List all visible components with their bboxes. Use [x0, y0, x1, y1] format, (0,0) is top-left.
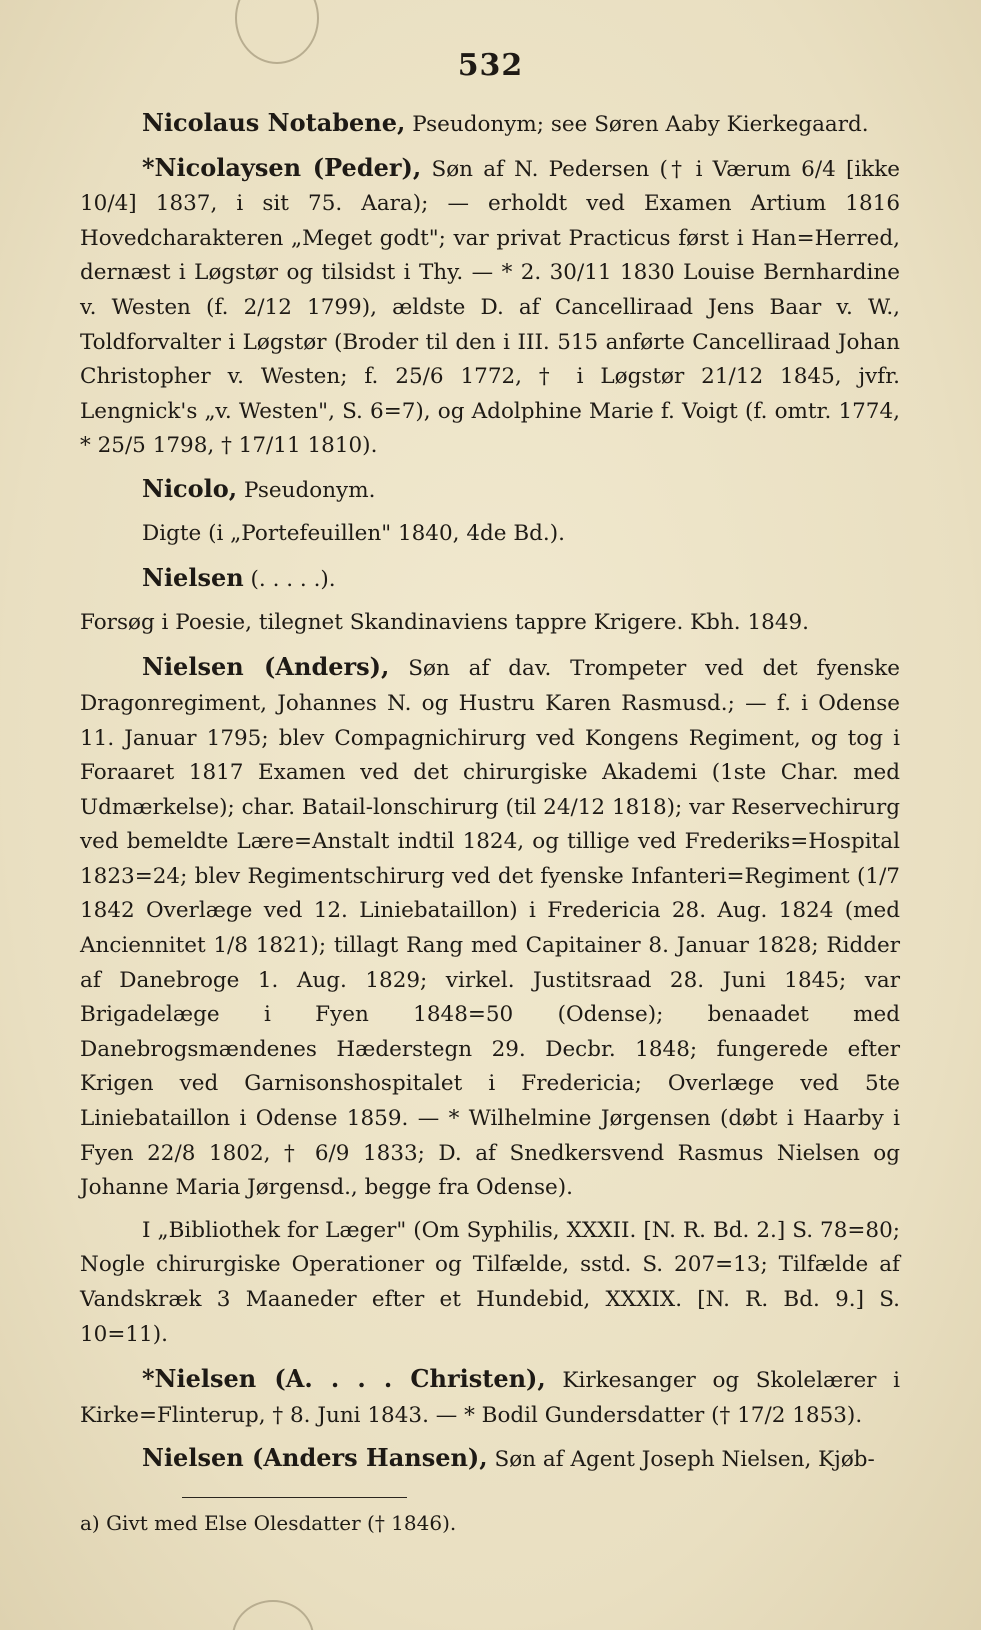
entry-nielsen-anders [80, 650, 900, 1206]
work-citation: Digte (i „Portefeuillen" 1840, 4de Bd.). [142, 520, 565, 546]
footnote-rule [182, 1497, 407, 1498]
work-citation: Forsøg i Poesie, tilegnet Skandinaviens tappre Krigere. Kbh. 1849. [80, 609, 810, 635]
entry-head: *Nicolaysen (Peder), [142, 152, 422, 182]
entry-body: Pseudonym. [244, 477, 376, 503]
entry-head: *Nielsen (A. . . . Christen), [142, 1364, 546, 1394]
entry-head: Nielsen (Anders Hansen), [142, 1443, 488, 1473]
entry-nicolo [80, 472, 900, 509]
entry-head: Nicolo, [142, 473, 238, 503]
entry-head: Nielsen (Anders), [142, 652, 390, 682]
entry-body: Søn af Agent Joseph Nielsen, Kjøb- [494, 1447, 875, 1473]
entry-body: Pseudonym; see Søren Aaby Kierkegaard. [412, 112, 869, 137]
entry-body: Kirkesanger og Skolelærer i Kirke=Flinterup, † 8. Juni 1843. — * Bodil Gundersdatter († 17/2 1853). [80, 1368, 900, 1428]
entry-body: Søn af N. Pedersen († i Værum 6/4 [ikke 10/4] 1837, i sit 75. Aara); — erholdt ved Examen Artium 1816 Hovedcharakteren „Meget godt"; var privat Practicus først i Han=Herred, dernæst i Løgstør og tilsidst i Thy. — * 2. 30/11 1830 Louise Bernhardine v. Westen (f. 2/12 1799), ældste D. af Cancelliraad Jens Baar v. W., Toldforvalter i Løgstør (Broder til den i III. 515 anførte Cancelliraad Johan Christopher v. Westen; f. 25/6 1772, † i Løgstør 21/12 1845, jvfr. Lengnick's „v. Westen", S. 6=7), og Adolphine Marie f. Voigt (f. omtr. 1774, * 25/5 1798, † 17/11 1810). [80, 156, 900, 459]
page-number: 532 [457, 48, 524, 83]
footnote: a) Givt med Else Olesdatter († 1846). [80, 1511, 457, 1535]
entry-nielsen-anders-hansen [80, 1441, 900, 1478]
entry-body: Søn af dav. Trompeter ved det fyenske Dragonregiment, Johannes N. og Hustru Karen Rasmusd.; — f. i Odense 11. Januar 1795; blev Compagnichirurg ved Kongens Regiment, og tog i Foraaret 1817 Examen ved det chirurgiske Akademi (1ste Char. med Udmærkelse); char. Batail-lonschirurg (til 24/12 1818); var Reservechirurg ved bemeldte Lære=Anstalt indtil 1824, og tillige ved Frederiks=Hospital 1823=24; blev Regimentschirurg ved det fyenske Infanteri=Regiment (1/7 1842 Overlæge ved 12. Liniebataillon) i Fredericia 28. Aug. 1824 (med Anciennitet 1/8 1821); tillagt Rang med Capitainer 8. Januar 1828; Ridder af Danebroge 1. Aug. 1829; virkel. Justitsraad 28. Juni 1845; var Brigadelæge i Fyen 1848=50 (Odense); benaadet med Danebrogsmændenes Hæderstegn 29. Decbr. 1848; fungerede efter Krigen ved Garnisonshospitalet i Fredericia; Overlæge ved 5te Liniebataillon i Odense 1859. — * Wilhelmine Jørgensen (døbt i Haarby i Fyen 22/8 1802, † 6/9 1833; D. af Snedkersvend Rasmus Nielsen og Johanne Maria Jørgensd., begge fra Odense). [80, 656, 901, 1201]
main-text [80, 106, 900, 1486]
entry-nielsen-anon [80, 561, 900, 598]
work-citation: I „Bibliothek for Læger" (Om Syphilis, XXXII. [N. R. Bd. 2.] S. 78=80; Nogle chirurgiske Operationer og Tilfælde, sstd. S. 207=13; Tilfælde af Vandskræk 3 Maaneder efter et Hundebid, XXXIX. [N. R. Bd. 9.] S. 10=11). [80, 1217, 900, 1347]
entry-body: (. . . . .). [250, 567, 336, 593]
entry-nicolaysen [80, 151, 900, 464]
punch-hole [232, 1600, 314, 1630]
entry-nicolaus [80, 106, 900, 143]
entry-nielsen-christen [80, 1362, 900, 1433]
entry-head: Nicolaus Notabene, [142, 108, 406, 137]
entry-head: Nielsen [142, 563, 244, 593]
